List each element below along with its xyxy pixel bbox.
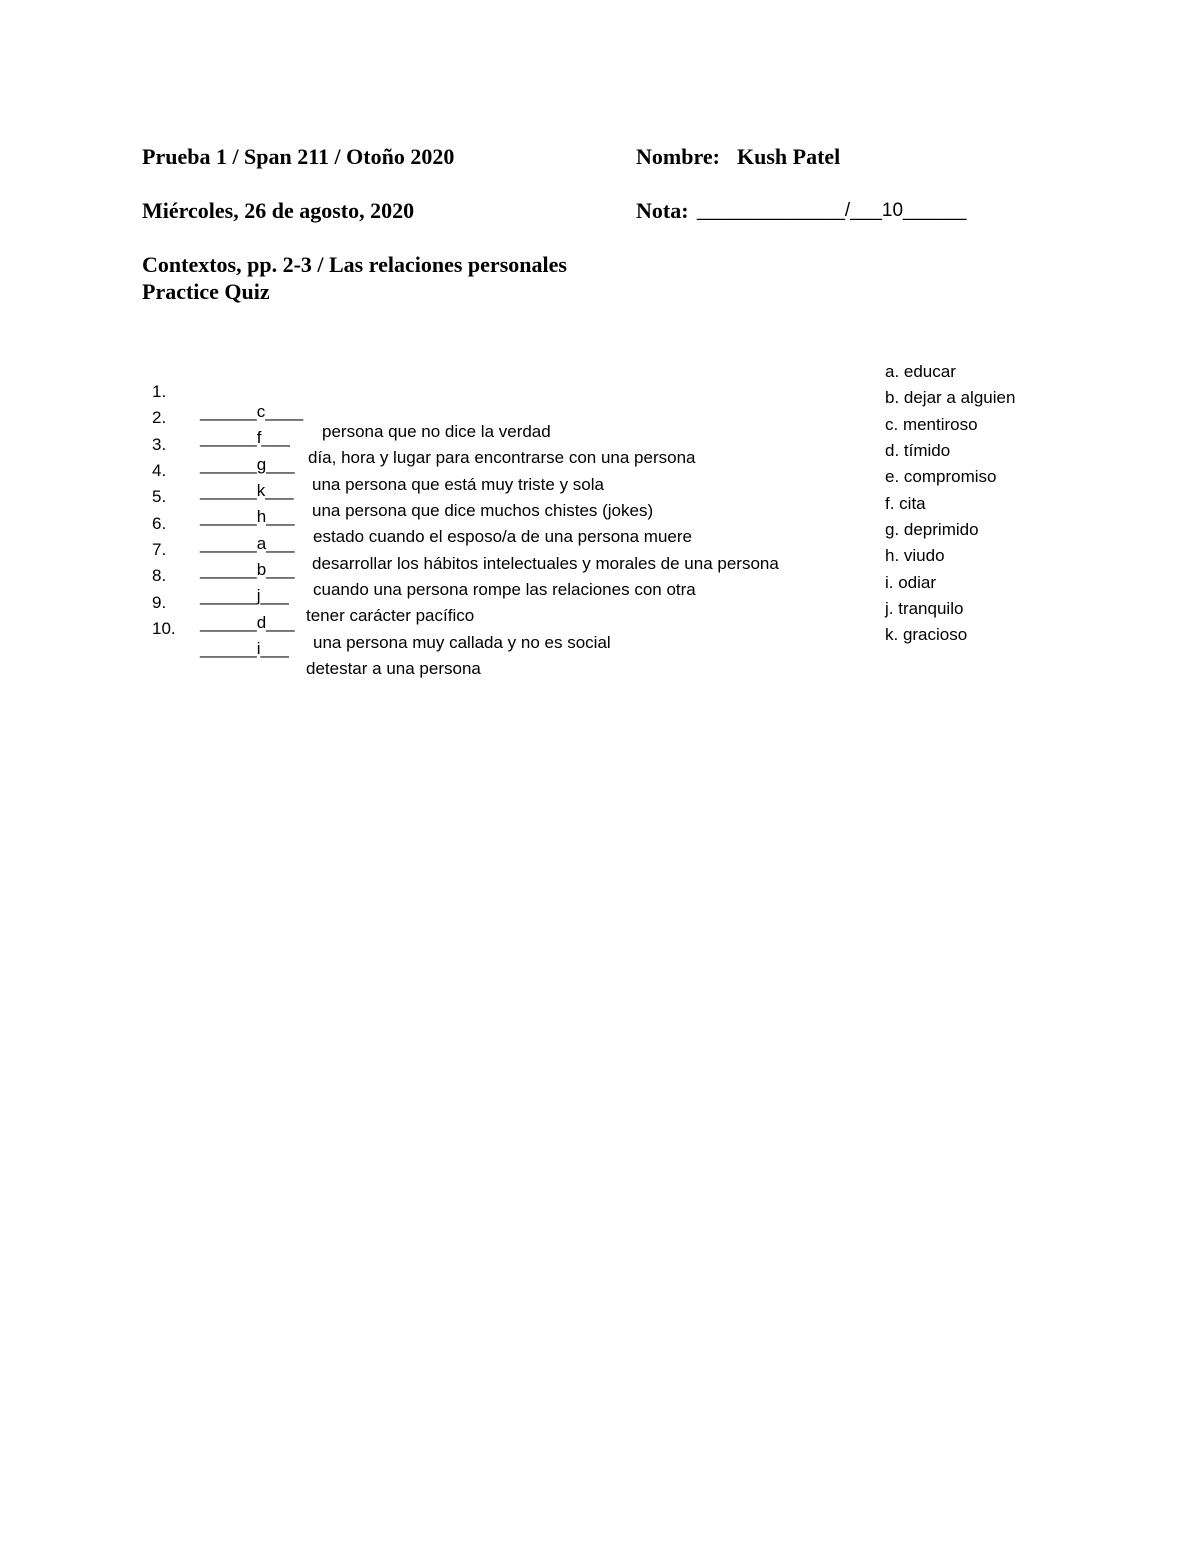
answer-field: ______f___ [200,428,290,447]
option-item: f. cita [885,494,926,513]
section-title: Contextos, pp. 2-3 / Las relaciones personales [142,252,567,277]
answer-field: ______k___ [200,481,294,500]
question-definition: desarrollar los hábitos intelectuales y morales de una persona [312,554,779,573]
course-title: Prueba 1 / Span 211 / Otoño 2020 [142,144,455,169]
question-number: 10. [152,619,176,638]
option-item: j. tranquilo [885,599,964,618]
grade-field: ______________/___10______ [697,200,967,221]
answer-field: ______a___ [200,534,295,553]
quiz-type: Practice Quiz [142,279,270,304]
question-definition: una persona muy callada y no es social [313,633,611,652]
question-definition: una persona que está muy triste y sola [312,475,604,494]
question-number: 9. [152,593,167,612]
question-definition: día, hora y lugar para encontrarse con una persona [308,448,696,467]
answer-field: ______d___ [200,613,295,632]
question-number: 2. [152,408,167,427]
option-item: g. deprimido [885,520,979,539]
answer-field: ______c____ [200,402,304,421]
question-definition: estado cuando el esposo/a de una persona muere [313,527,692,546]
option-item: b. dejar a alguien [885,388,1016,407]
question-definition: detestar a una persona [306,659,481,678]
student-name: Kush Patel [737,144,841,169]
question-number: 3. [152,435,167,454]
question-number: 1. [152,382,167,401]
question-number: 4. [152,461,167,480]
option-item: a. educar [885,362,956,381]
question-number: 8. [152,566,167,585]
question-number: 5. [152,487,167,506]
question-number: 7. [152,540,167,559]
quiz-date: Miércoles, 26 de agosto, 2020 [142,198,415,223]
answer-field: ______h___ [200,507,295,526]
grade-label: Nota: [636,198,689,223]
option-item: h. viudo [885,546,945,565]
question-item [0,546,475,625]
option-item: e. compromiso [885,467,997,486]
option-item: k. gracioso [885,625,968,644]
answer-field: ______j___ [200,586,289,605]
option-item: d. tímido [885,441,951,460]
answer-field: ______b___ [200,560,295,579]
answer-field: ______g___ [200,455,295,474]
name-label: Nombre: [636,144,720,169]
question-number: 6. [152,514,167,533]
question-definition: tener carácter pacífico [306,606,475,625]
question-definition: una persona que dice muchos chistes (jokes) [312,501,654,520]
option-item: i. odiar [885,573,937,592]
question-item [0,362,551,441]
question-definition: persona que no dice la verdad [322,422,551,441]
option-item: c. mentiroso [885,415,978,434]
answer-field: ______i___ [200,639,289,658]
question-definition: cuando una persona rompe las relaciones con otra [313,580,696,599]
